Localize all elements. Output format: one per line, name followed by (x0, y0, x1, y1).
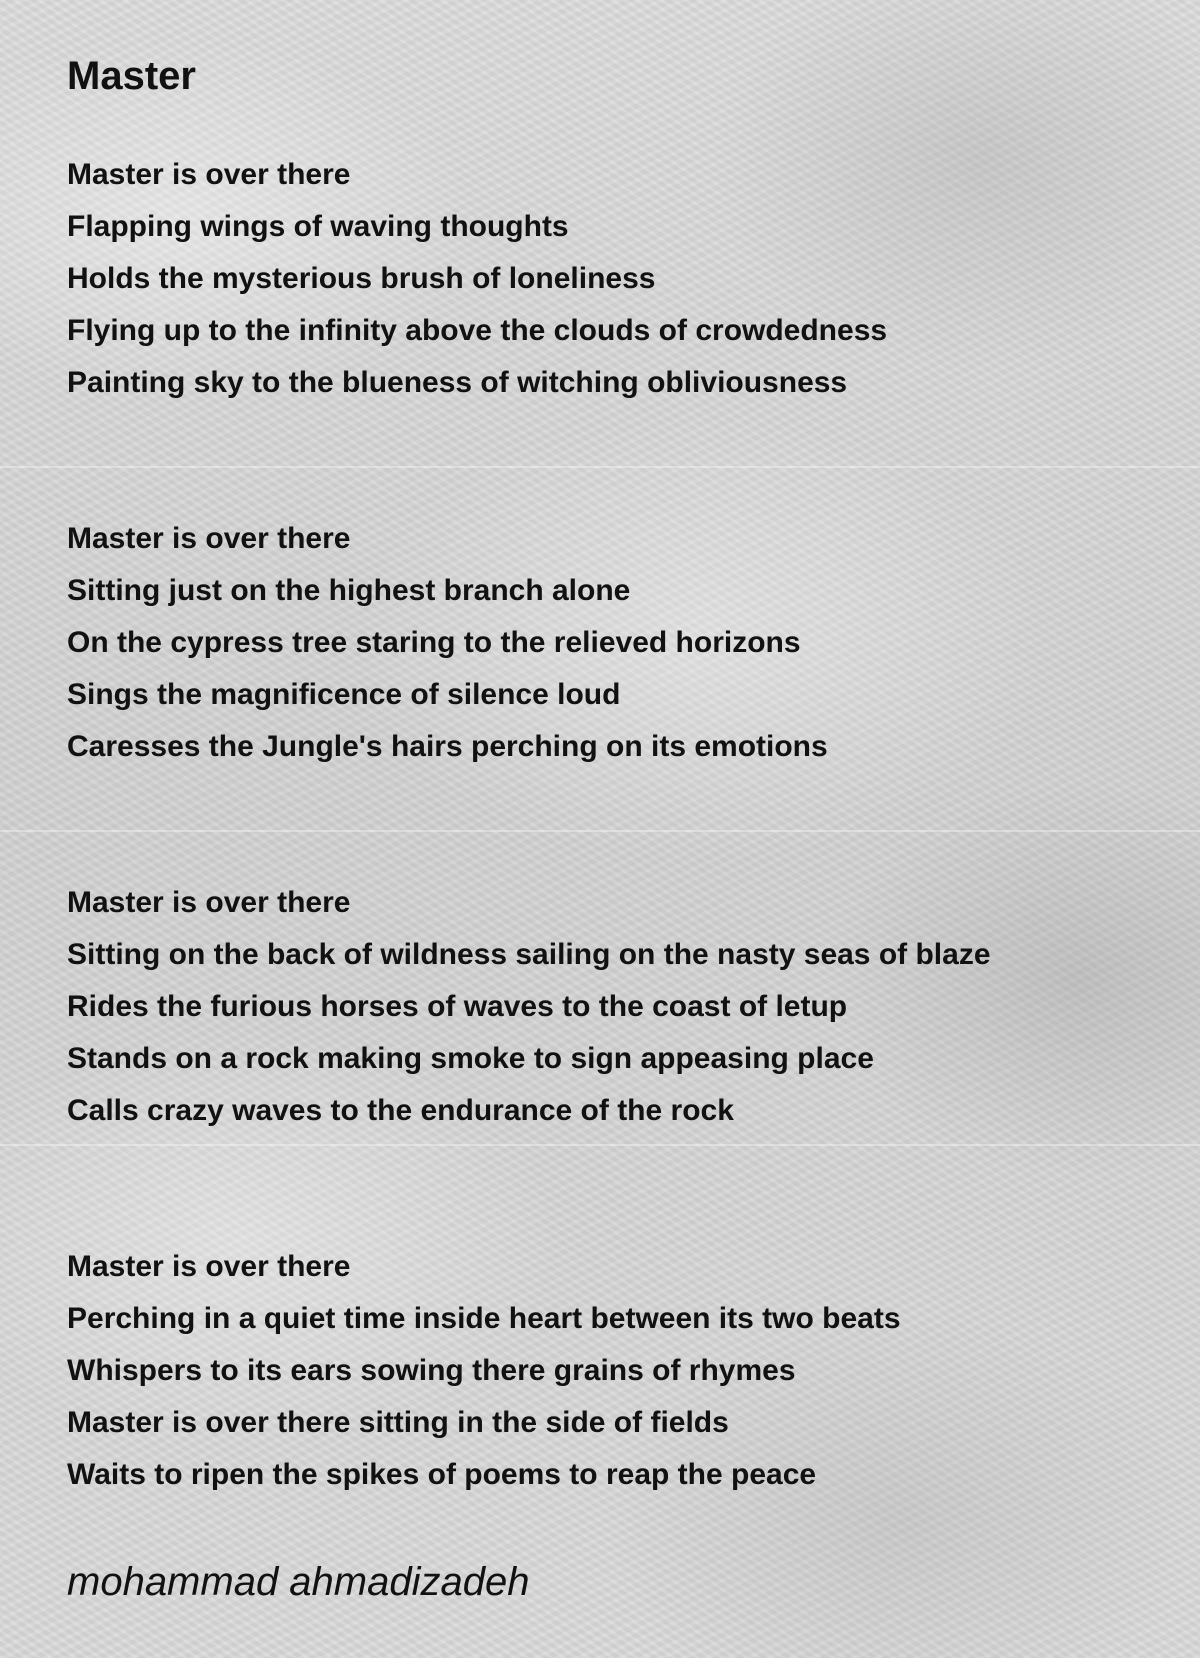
poem-line: Perching in a quiet time inside heart between its two beats (67, 1302, 901, 1335)
poem-line: Sitting just on the highest branch alone (67, 574, 631, 607)
background-seam (0, 1144, 1200, 1146)
background-seam (0, 830, 1200, 832)
background-seam (0, 466, 1200, 468)
poem-line: Flapping wings of waving thoughts (67, 210, 569, 243)
poem-title: Master (67, 54, 196, 98)
poem-line: Flying up to the infinity above the clouds of crowdedness (67, 314, 888, 347)
poem-line: Master is over there (67, 158, 351, 191)
poem-line: Painting sky to the blueness of witching obliviousness (67, 366, 848, 399)
poem-line: Master is over there (67, 522, 351, 555)
poem-line: Sitting on the back of wildness sailing on the nasty seas of blaze (67, 938, 991, 971)
poem-line: Waits to ripen the spikes of poems to reap the peace (67, 1458, 817, 1491)
stanza-2 (67, 513, 828, 773)
poem-line: Master is over there (67, 1250, 351, 1283)
poem-line: Holds the mysterious brush of loneliness (67, 262, 656, 295)
stanza-4 (67, 1241, 901, 1501)
poem-author: mohammad ahmadizadeh (67, 1560, 530, 1604)
poem-line: Calls crazy waves to the endurance of the rock (67, 1094, 734, 1127)
poem-line: On the cypress tree staring to the relieved horizons (67, 626, 801, 659)
poem-line: Sings the magnificence of silence loud (67, 678, 621, 711)
poem-line: Stands on a rock making smoke to sign appeasing place (67, 1042, 874, 1075)
poem-line: Master is over there (67, 886, 351, 919)
stanza-3 (67, 877, 991, 1137)
poem-line: Whispers to its ears sowing there grains of rhymes (67, 1354, 796, 1387)
poem-line: Master is over there sitting in the side of fields (67, 1406, 729, 1439)
poem-line: Rides the furious horses of waves to the coast of letup (67, 990, 848, 1023)
poem-line: Caresses the Jungle's hairs perching on its emotions (67, 730, 828, 763)
stanza-1 (67, 149, 887, 409)
